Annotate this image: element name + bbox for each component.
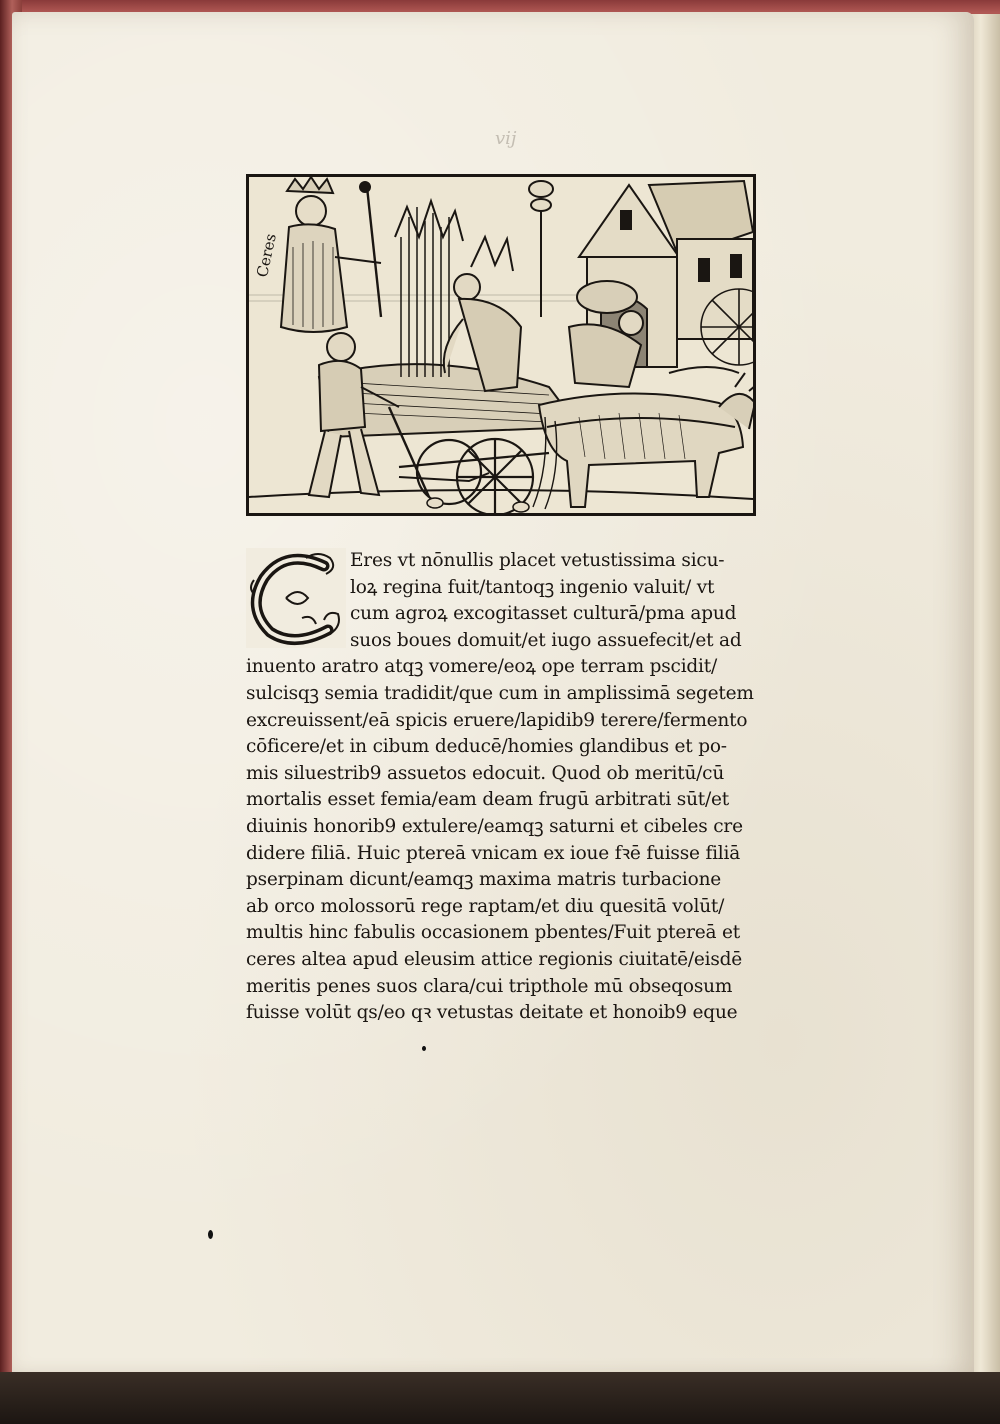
woodcut-illustration	[246, 174, 756, 516]
text-line: inuento aratro atqꝫ vomere/eoꝝ ope terram pscidit/	[246, 656, 718, 678]
text-line: ceres altea apud eleusim attice regionis ciuitatē/eisdē	[246, 948, 743, 970]
text-line: sulcisqꝫ semia tradidit/que cum in amplissimā segetem	[246, 682, 754, 704]
ink-speck	[422, 1046, 426, 1051]
text-line: diuinis honorib9 extulere/eamqꝫ saturni et cibeles cre	[246, 815, 743, 837]
text-line: pserpinam dicunt/eamqꝫ maxima matris turbacione	[246, 869, 722, 891]
text-line: ab orco molossorū rege raptam/et diu quesitā volūt/	[246, 895, 725, 917]
text-line: mis siluestrib9 assuetos edocuit. Quod ob meritū/cū	[246, 762, 725, 784]
text-column	[246, 548, 766, 1027]
miller-drawing	[569, 281, 643, 387]
text-line: suos boues domuit/et iugo assuefecit/et ad	[350, 629, 742, 651]
ceres-plowing-scene	[249, 177, 753, 513]
text-line: fuisse volūt qs/eo qꝛ vetustas deitate et honoib9 eque	[246, 1002, 738, 1024]
initial-letter: C	[292, 598, 300, 609]
text-line: mortalis esset femia/eam deam frugū arbitrati sūt/et	[246, 789, 730, 811]
text-line: cum agroꝝ excogitasset culturā/pma apud	[350, 603, 737, 625]
text-line: excreuissent/eā spicis eruere/lapidib9 terere/fermento	[246, 709, 748, 731]
decorated-initial-c	[246, 548, 346, 648]
text-line: loꝝ regina fuit/tantoqꝫ ingenio valuit/ vt	[350, 576, 715, 598]
text-line: didere filiā. Huic ptereā vnicam ex ioue fꝛē fuisse filiā	[246, 842, 741, 864]
text-line: meritis penes suos clara/cui tripthole mū obseqosum	[246, 975, 733, 997]
ceres-label: Ceres	[253, 231, 280, 279]
text-line: multis hinc fabulis occasionem pbentes/Fuit ptereā et	[246, 922, 741, 944]
text-line: cōficere/et in cibum deducē/homies glandibus et po-	[246, 736, 727, 758]
folio-show-through: vij	[495, 128, 517, 149]
binding-bottom-edge	[0, 1372, 1000, 1424]
text-line: Eres vt nōnullis placet vetustissima sicu-	[350, 550, 725, 571]
ink-speck	[208, 1230, 213, 1239]
